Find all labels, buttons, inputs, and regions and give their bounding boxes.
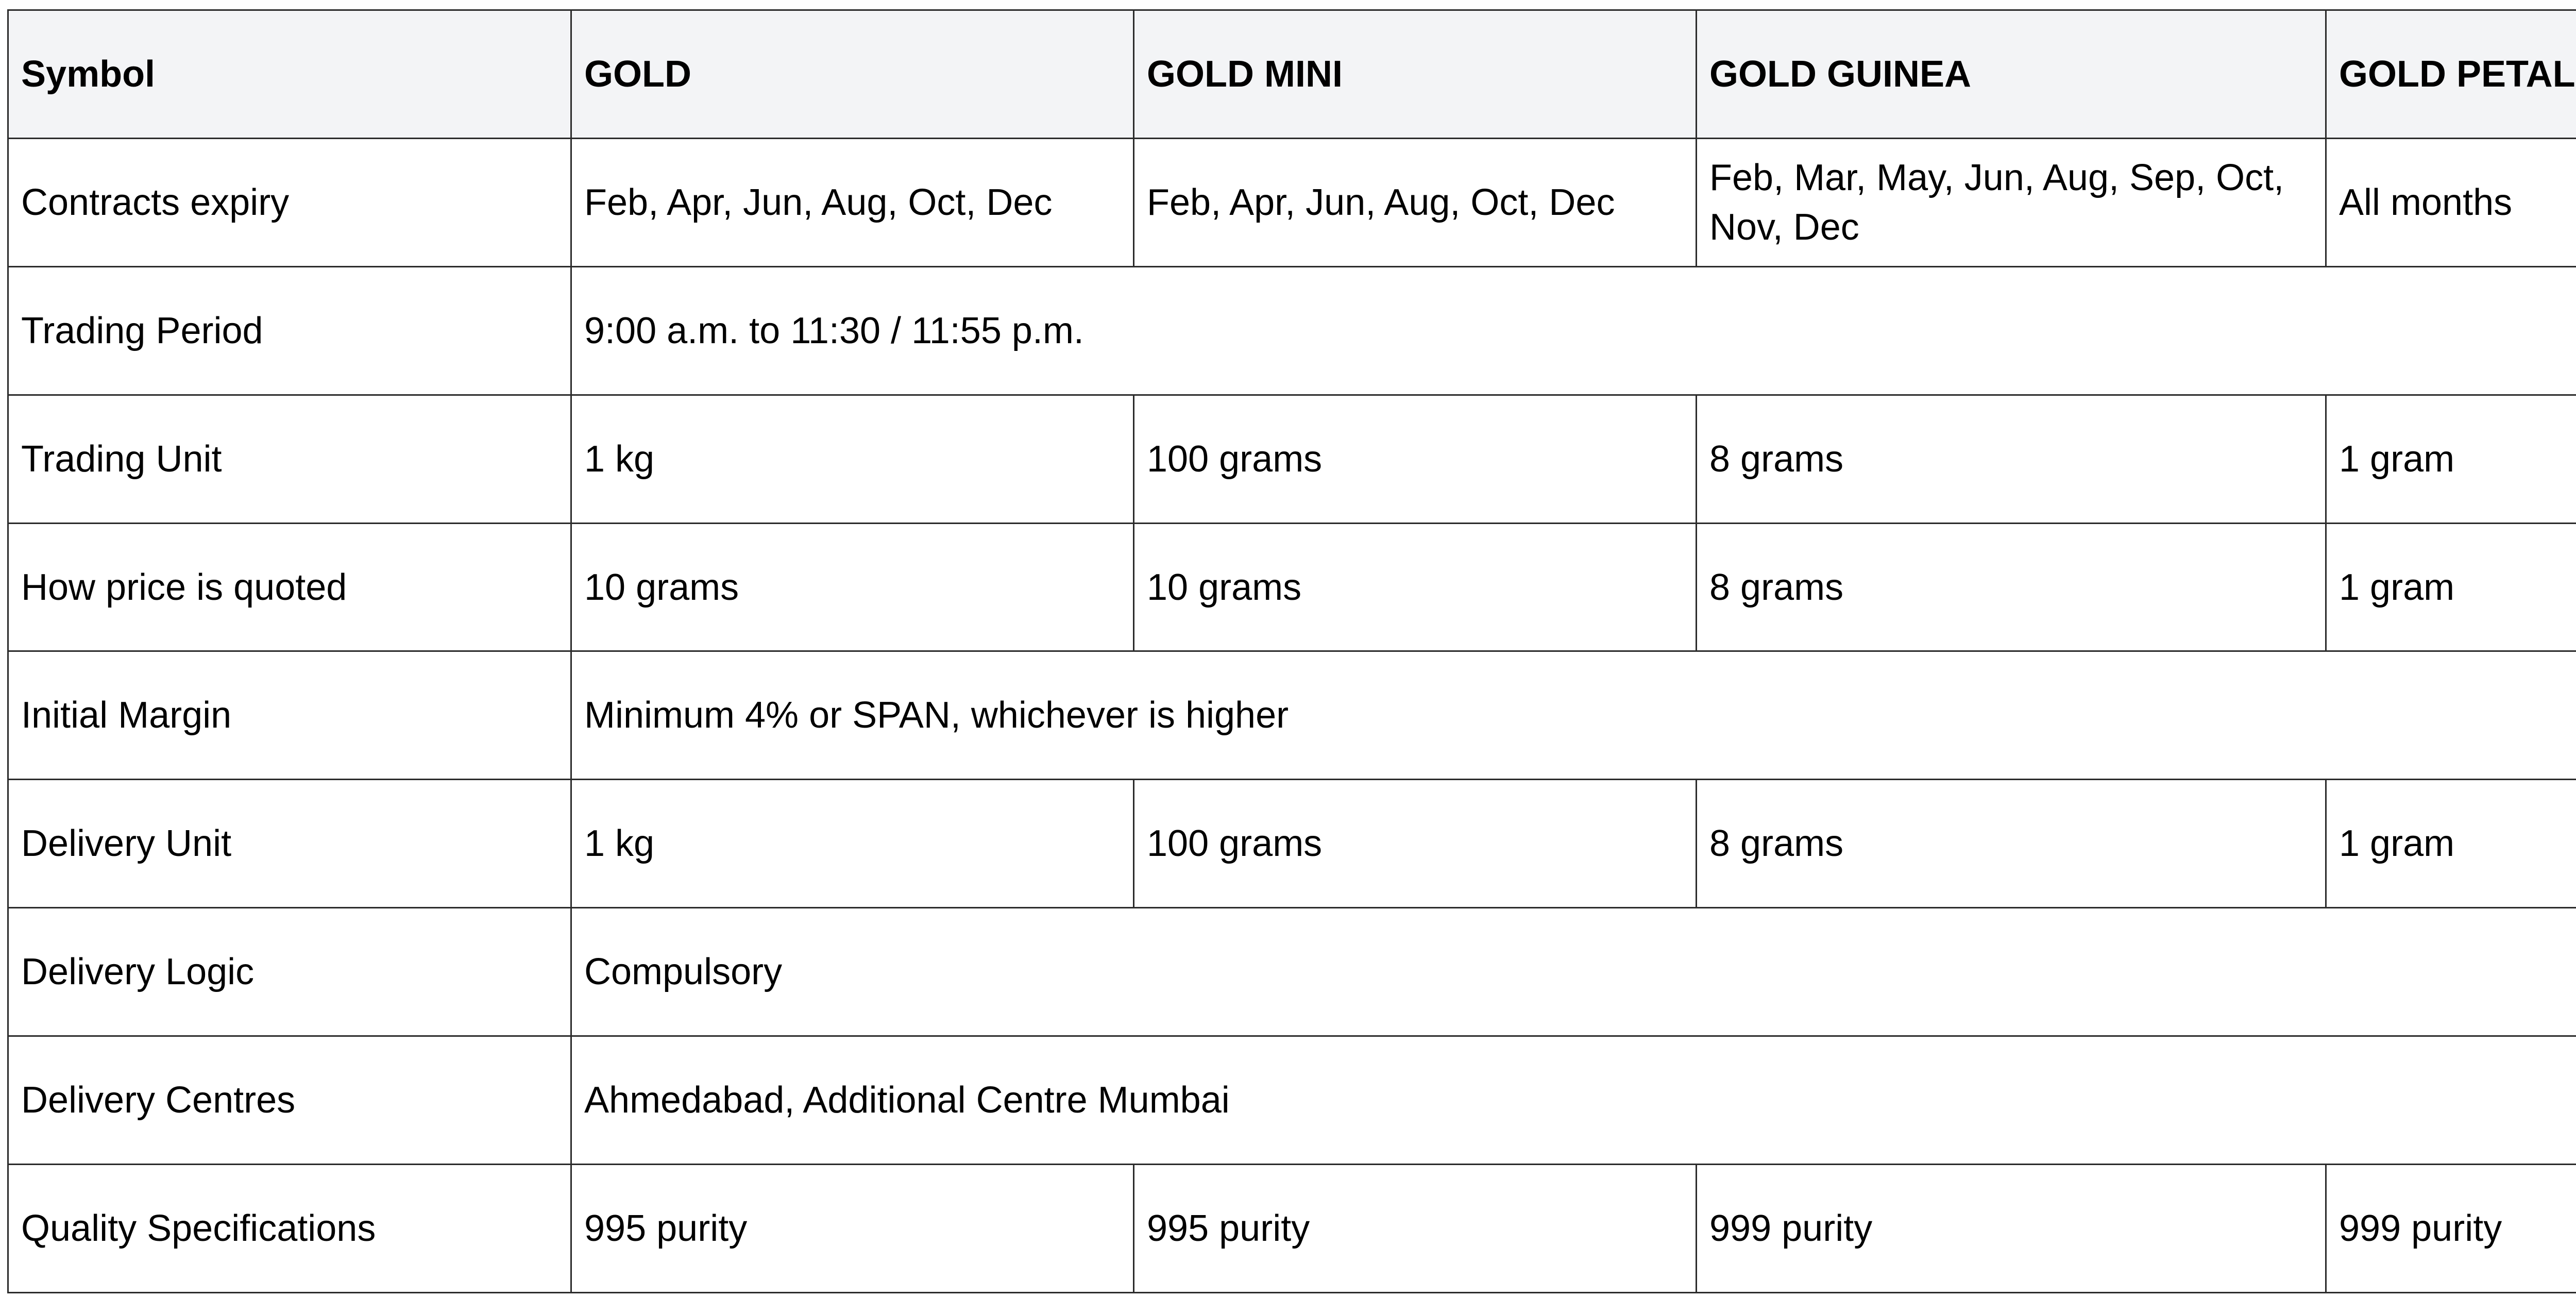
table-row-contracts-expiry [8,138,2576,266]
table-row-delivery-centres [8,1036,2576,1165]
cell-trading-period: 9:00 a.m. to 11:30 / 11:55 p.m. [571,266,2576,395]
cell-gold-petal-price-quoted: 1 gram [2326,523,2576,651]
cell-gold-petal-delivery-unit: 1 gram [2326,780,2576,908]
cell-gold-quality-specifications: 995 purity [571,1165,1134,1293]
cell-gold-trading-unit: 1 kg [571,395,1134,523]
row-label-trading-unit: Trading Unit [8,395,571,523]
header-gold-petal: GOLD PETAL [2326,10,2576,139]
cell-gold-price-quoted: 10 grams [571,523,1134,651]
cell-gold-guinea-price-quoted: 8 grams [1697,523,2326,651]
cell-gold-contracts-expiry: Feb, Apr, Jun, Aug, Oct, Dec [571,138,1134,266]
row-label-delivery-centres: Delivery Centres [8,1036,571,1165]
row-label-delivery-unit: Delivery Unit [8,780,571,908]
cell-gold-mini-price-quoted: 10 grams [1134,523,1697,651]
cell-gold-delivery-unit: 1 kg [571,780,1134,908]
header-gold-mini: GOLD MINI [1134,10,1697,139]
row-label-contracts-expiry: Contracts expiry [8,138,571,266]
header-gold-guinea: GOLD GUINEA [1697,10,2326,139]
cell-gold-petal-contracts-expiry: All months [2326,138,2576,266]
header-symbol: Symbol [8,10,571,139]
cell-gold-guinea-quality-specifications: 999 purity [1697,1165,2326,1293]
cell-gold-mini-delivery-unit: 100 grams [1134,780,1697,908]
cell-gold-guinea-contracts-expiry: Feb, Mar, May, Jun, Aug, Sep, Oct, Nov, Dec [1697,138,2326,266]
table-row-initial-margin [8,651,2576,780]
cell-gold-petal-quality-specifications: 999 purity [2326,1165,2576,1293]
cell-initial-margin: Minimum 4% or SPAN, whichever is higher [571,651,2576,780]
table-row-delivery-unit [8,780,2576,908]
cell-delivery-centres: Ahmedabad, Additional Centre Mumbai [571,1036,2576,1165]
row-label-trading-period: Trading Period [8,266,571,395]
table-row-trading-unit [8,395,2576,523]
cell-gold-guinea-trading-unit: 8 grams [1697,395,2326,523]
table-row-trading-period [8,266,2576,395]
cell-gold-mini-quality-specifications: 995 purity [1134,1165,1697,1293]
table-row-delivery-logic [8,908,2576,1036]
gold-contract-specifications-table [7,9,2576,1293]
row-label-initial-margin: Initial Margin [8,651,571,780]
cell-gold-petal-trading-unit: 1 gram [2326,395,2576,523]
row-label-price-quoted: How price is quoted [8,523,571,651]
row-label-quality-specifications: Quality Specifications [8,1165,571,1293]
cell-gold-mini-trading-unit: 100 grams [1134,395,1697,523]
cell-delivery-logic: Compulsory [571,908,2576,1036]
row-label-delivery-logic: Delivery Logic [8,908,571,1036]
cell-gold-mini-contracts-expiry: Feb, Apr, Jun, Aug, Oct, Dec [1134,138,1697,266]
table-row-quality-specifications [8,1165,2576,1293]
table-header-row [8,10,2576,139]
table-row-price-quoted [8,523,2576,651]
header-gold: GOLD [571,10,1134,139]
cell-gold-guinea-delivery-unit: 8 grams [1697,780,2326,908]
